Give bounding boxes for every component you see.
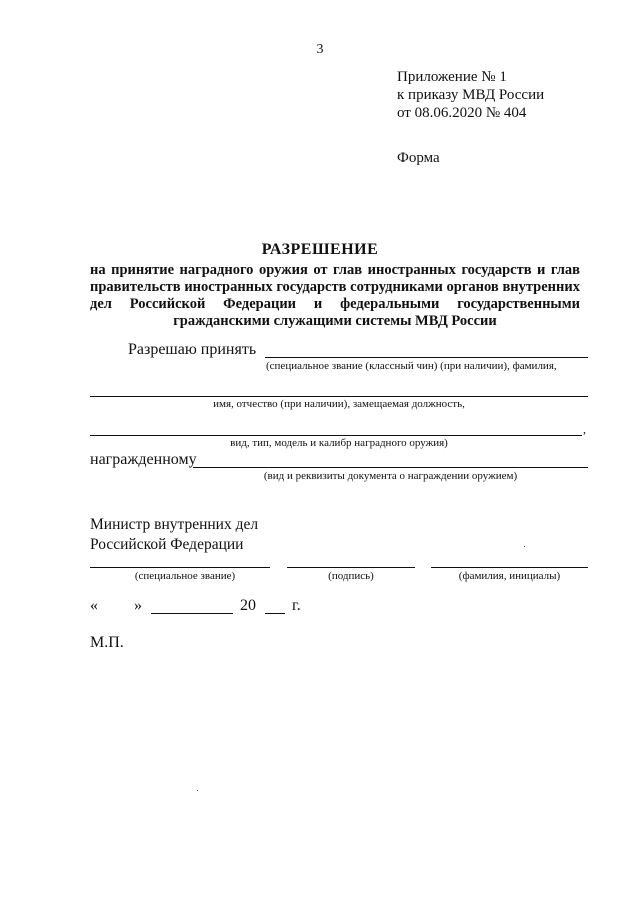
date-year-fill-line: [265, 613, 285, 614]
scan-speck: [197, 790, 198, 791]
caption-rank: (специальное звание): [134, 570, 236, 582]
scan-speck: [524, 546, 525, 547]
caption-signature: (подпись): [328, 570, 374, 582]
document-subtitle: на принятие наградного оружия от глав иностранных государств и глав правительств иностранных государств сотрудниками органов внутренних дел Российской Федерации и федеральными государственными гражданскими служащими системы МВД России: [90, 262, 580, 329]
date-month-fill-line: [151, 613, 233, 614]
caption-rank-name: (специальное звание (классный чин) (при наличии), фамилия,: [266, 360, 557, 372]
weapon-fill-line: [90, 435, 582, 436]
date-open-quote: «: [90, 597, 98, 614]
permit-fill-line: [265, 357, 588, 358]
signature-fill-line: [287, 567, 415, 568]
permit-label: Разрешаю принять: [128, 341, 257, 358]
caption-award-document: (вид и реквизиты документа о награждении оружием): [263, 470, 518, 482]
date-century: 20: [240, 597, 256, 614]
page-number: 3: [316, 42, 324, 57]
appendix-reference: [397, 68, 544, 122]
trailing-comma: ,: [583, 422, 586, 436]
caption-name: (фамилия, инициалы): [458, 570, 561, 582]
date-year-suffix: г.: [292, 597, 301, 614]
signatory-title: [90, 515, 258, 555]
date-close-quote: »: [134, 597, 142, 614]
form-label: Форма: [397, 150, 440, 166]
caption-weapon: вид, тип, модель и калибр наградного оружия): [230, 437, 448, 449]
appendix-line-3: от 08.06.2020 № 404: [397, 105, 527, 121]
rank-fill-line: [90, 567, 270, 568]
name-fill-line: [431, 567, 588, 568]
appendix-line-1: Приложение № 1: [397, 69, 507, 85]
awarded-label: награжденному: [90, 451, 197, 468]
caption-patronymic-position: имя, отчество (при наличии), замещаемая должность,: [213, 398, 465, 410]
stamp-place-label: М.П.: [90, 634, 124, 651]
patronymic-fill-line: [90, 396, 588, 397]
document-title: РАЗРЕШЕНИЕ: [261, 241, 379, 258]
signatory-line-1: Министр внутренних дел: [90, 516, 259, 533]
appendix-line-2: к приказу МВД России: [397, 87, 545, 103]
awarded-fill-line: [193, 467, 588, 468]
signatory-line-2: Российской Федерации: [90, 536, 244, 553]
